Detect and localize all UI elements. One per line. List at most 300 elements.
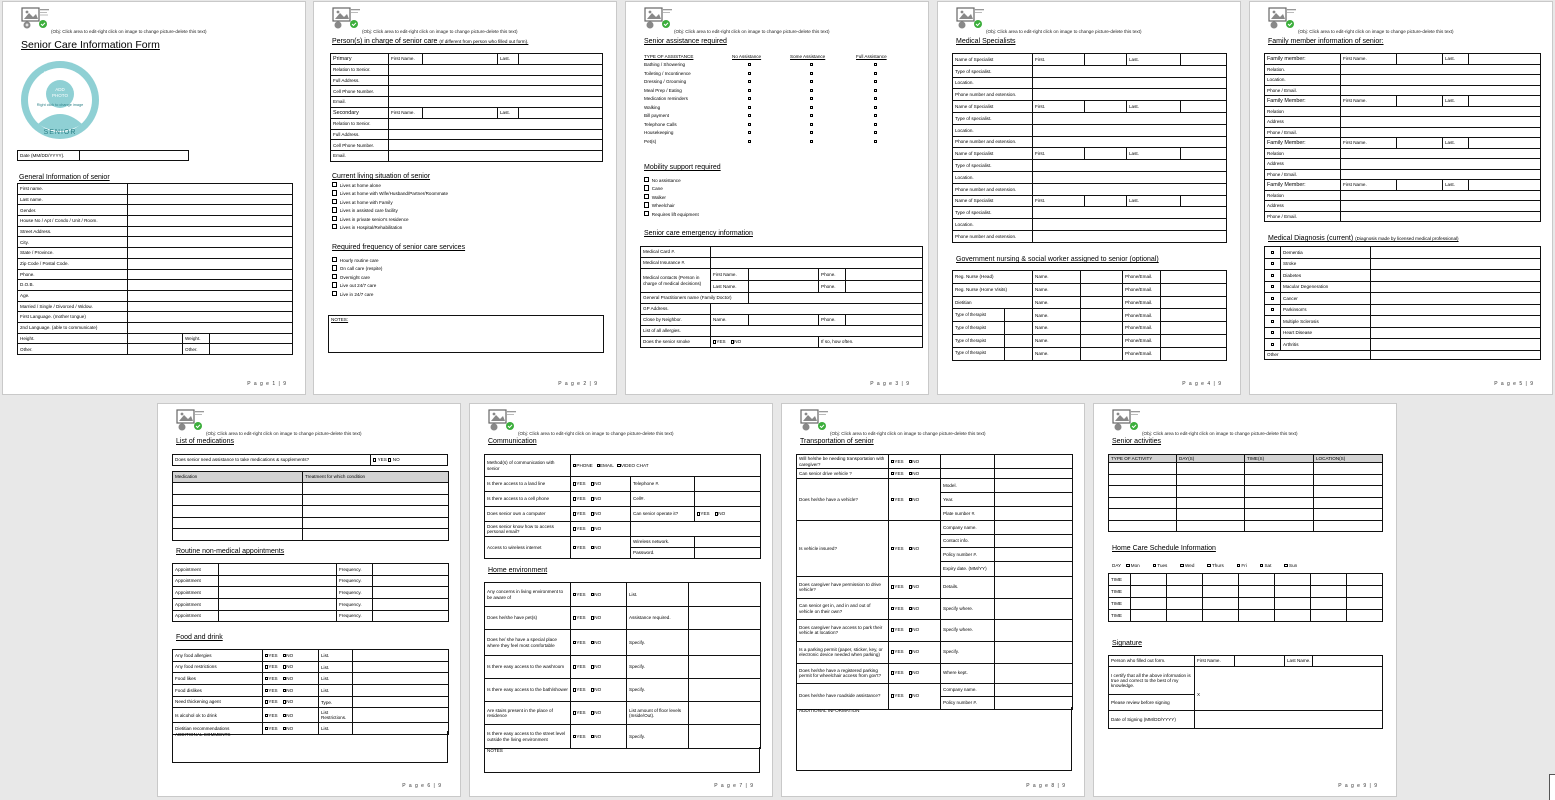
input-cell[interactable] — [1314, 520, 1383, 532]
input-cell[interactable] — [1347, 574, 1383, 586]
diagnosis-checkbox-cell[interactable] — [1265, 304, 1281, 316]
input-cell[interactable] — [1033, 77, 1227, 89]
input-cell[interactable] — [1131, 574, 1167, 586]
input-cell[interactable] — [571, 656, 627, 679]
checkbox[interactable] — [1260, 564, 1263, 567]
assistance-checkbox[interactable] — [874, 80, 877, 83]
input-cell[interactable] — [389, 75, 603, 86]
assistance-checkbox[interactable] — [810, 140, 813, 143]
image-placeholder-icon[interactable] — [956, 7, 984, 29]
yes-no-options[interactable] — [263, 673, 319, 685]
living-option[interactable]: Lives in assisted care facility — [332, 207, 448, 215]
checkbox[interactable] — [388, 458, 391, 461]
input-cell[interactable] — [1203, 610, 1239, 622]
input-cell[interactable] — [1081, 296, 1123, 309]
input-cell[interactable] — [1085, 195, 1127, 207]
input-cell[interactable] — [1161, 296, 1227, 309]
input-cell[interactable] — [1109, 474, 1177, 486]
image-placeholder-icon[interactable] — [488, 409, 516, 431]
input-cell[interactable] — [1161, 347, 1227, 360]
diagnosis-checkbox-cell[interactable] — [1265, 316, 1281, 328]
image-placeholder-icon[interactable] — [332, 7, 360, 29]
diagnosis-checkbox-cell[interactable] — [1265, 281, 1281, 293]
input-cell[interactable] — [1341, 148, 1541, 159]
input-cell[interactable] — [210, 344, 293, 355]
input-cell[interactable] — [1177, 520, 1245, 532]
input-cell[interactable] — [1341, 75, 1541, 86]
assistance-checkbox[interactable] — [748, 131, 751, 134]
input-cell[interactable] — [389, 86, 603, 97]
input-cell[interactable] — [303, 483, 449, 495]
input-cell[interactable] — [1203, 586, 1239, 598]
input-cell[interactable] — [1397, 138, 1443, 149]
input-cell[interactable] — [353, 673, 449, 685]
image-placeholder-icon[interactable] — [21, 7, 49, 29]
assistance-checkbox[interactable] — [748, 114, 751, 117]
input-cell[interactable] — [1131, 598, 1167, 610]
input-cell[interactable] — [219, 575, 337, 587]
input-cell[interactable] — [689, 702, 761, 725]
input-cell[interactable] — [1203, 598, 1239, 610]
input-cell[interactable] — [995, 507, 1073, 521]
diagnosis-checkbox-cell[interactable] — [1265, 293, 1281, 305]
input-cell[interactable] — [889, 455, 941, 469]
input-cell[interactable] — [1314, 463, 1383, 475]
input-cell[interactable] — [1275, 610, 1311, 622]
input-cell[interactable] — [889, 683, 941, 709]
input-cell[interactable] — [519, 107, 603, 118]
input-cell[interactable] — [303, 506, 449, 518]
input-cell[interactable] — [1341, 169, 1541, 180]
input-cell[interactable] — [689, 679, 761, 702]
input-cell[interactable] — [1177, 497, 1245, 509]
checkbox[interactable] — [1271, 262, 1274, 265]
input-cell[interactable] — [128, 194, 293, 205]
assistance-checkbox[interactable] — [810, 63, 813, 66]
smoke-options[interactable] — [711, 337, 819, 348]
input-cell[interactable] — [1033, 219, 1227, 231]
assistance-checkbox[interactable] — [810, 80, 813, 83]
input-cell[interactable] — [1245, 474, 1314, 486]
input-cell[interactable] — [1397, 54, 1443, 65]
input-cell[interactable] — [1033, 124, 1227, 136]
input-cell[interactable] — [173, 483, 303, 495]
input-cell[interactable] — [1275, 586, 1311, 598]
input-cell[interactable] — [1109, 497, 1177, 509]
diagnosis-checkbox-cell[interactable] — [1265, 339, 1281, 351]
input-cell[interactable] — [373, 575, 449, 587]
input-cell[interactable] — [1314, 497, 1383, 509]
input-cell[interactable] — [423, 54, 498, 65]
input-cell[interactable] — [1469, 96, 1541, 107]
input-cell[interactable] — [1314, 486, 1383, 498]
input-cell[interactable] — [889, 598, 941, 619]
input-cell[interactable] — [1245, 520, 1314, 532]
input-cell[interactable] — [353, 661, 449, 673]
assistance-checkbox[interactable] — [874, 131, 877, 134]
input-cell[interactable] — [689, 630, 761, 656]
input-cell[interactable] — [353, 685, 449, 697]
assistance-checkbox[interactable] — [748, 89, 751, 92]
input-cell[interactable] — [373, 599, 449, 611]
input-cell[interactable] — [389, 129, 603, 140]
input-cell[interactable] — [303, 529, 449, 541]
checkbox[interactable] — [1271, 308, 1274, 311]
input-cell[interactable] — [1161, 322, 1227, 335]
input-cell[interactable] — [1371, 247, 1541, 259]
assistance-checkbox[interactable] — [874, 63, 877, 66]
input-cell[interactable] — [1085, 101, 1127, 113]
input-cell[interactable] — [1033, 65, 1227, 77]
input-cell[interactable] — [995, 479, 1073, 493]
input-cell[interactable] — [695, 477, 761, 492]
assistance-checkbox[interactable] — [810, 89, 813, 92]
assistance-checkbox[interactable] — [748, 63, 751, 66]
input-cell[interactable] — [1181, 101, 1227, 113]
input-cell[interactable] — [1341, 117, 1541, 128]
assistance-checkbox[interactable] — [810, 114, 813, 117]
assistance-checkbox[interactable] — [748, 140, 751, 143]
input-cell[interactable] — [995, 548, 1073, 562]
input-cell[interactable] — [711, 304, 923, 315]
input-cell[interactable] — [889, 663, 941, 683]
input-cell[interactable] — [1341, 211, 1541, 222]
mobility-option[interactable]: No assistance — [644, 177, 699, 185]
input-cell[interactable] — [689, 583, 761, 607]
input-cell[interactable] — [1239, 586, 1275, 598]
input-cell[interactable] — [1347, 586, 1383, 598]
input-cell[interactable] — [1371, 281, 1541, 293]
input-cell[interactable] — [571, 477, 631, 492]
input-cell[interactable] — [128, 312, 293, 323]
image-placeholder-icon[interactable] — [176, 409, 204, 431]
yes-no-options[interactable] — [263, 696, 319, 708]
input-cell[interactable] — [128, 333, 183, 344]
frequency-option[interactable]: Live in 24/7 care — [332, 291, 382, 299]
input-cell[interactable] — [1235, 656, 1285, 667]
input-cell[interactable] — [128, 269, 293, 280]
input-cell[interactable] — [1341, 85, 1541, 96]
input-cell[interactable] — [711, 247, 923, 258]
living-option[interactable]: Lives in Hospital/Rehabilitation — [332, 224, 448, 232]
input-cell[interactable] — [571, 607, 627, 630]
checkbox[interactable] — [1237, 564, 1240, 567]
input-cell[interactable] — [1469, 54, 1541, 65]
input-cell[interactable] — [889, 469, 941, 479]
input-cell[interactable] — [631, 522, 761, 537]
input-cell[interactable] — [995, 534, 1073, 548]
input-cell[interactable] — [373, 587, 449, 599]
assistance-checkbox[interactable] — [748, 123, 751, 126]
input-cell[interactable] — [128, 290, 293, 301]
input-cell[interactable] — [128, 322, 293, 333]
input-cell[interactable] — [1311, 586, 1347, 598]
assistance-checkbox[interactable] — [874, 97, 877, 100]
input-cell[interactable] — [1167, 610, 1203, 622]
mobility-option[interactable]: Requires lift equipment — [644, 211, 699, 219]
input-cell[interactable] — [995, 493, 1073, 507]
input-cell[interactable] — [1131, 610, 1167, 622]
input-cell[interactable] — [689, 656, 761, 679]
method-options[interactable] — [571, 455, 761, 477]
input-cell[interactable] — [1311, 574, 1347, 586]
input-cell[interactable] — [889, 619, 941, 641]
checkbox[interactable] — [1271, 251, 1274, 254]
notes-box[interactable] — [484, 747, 760, 773]
input-cell[interactable] — [1397, 180, 1443, 191]
input-cell[interactable] — [1371, 339, 1541, 351]
diagnosis-checkbox-cell[interactable] — [1265, 327, 1281, 339]
frequency-option[interactable]: Overnight care — [332, 274, 382, 282]
frequency-option[interactable]: Hourly routine care — [332, 257, 382, 265]
input-cell[interactable] — [1371, 350, 1541, 359]
input-cell[interactable] — [1341, 190, 1541, 201]
input-cell[interactable] — [173, 506, 303, 518]
input-cell[interactable] — [1161, 271, 1227, 284]
input-cell[interactable] — [1005, 347, 1033, 360]
input-cell[interactable] — [1341, 159, 1541, 170]
input-cell[interactable] — [846, 269, 923, 281]
input-cell[interactable] — [1177, 509, 1245, 521]
frequency-option[interactable]: Live out 24/7 care — [332, 282, 382, 290]
input-cell[interactable] — [1469, 180, 1541, 191]
input-cell[interactable] — [219, 610, 337, 622]
input-cell[interactable] — [1033, 183, 1227, 195]
input-cell[interactable] — [1314, 474, 1383, 486]
notes-box[interactable] — [328, 315, 604, 353]
checkbox[interactable] — [1271, 331, 1274, 334]
input-cell[interactable] — [1181, 54, 1227, 66]
input-cell[interactable] — [1177, 463, 1245, 475]
input-cell[interactable] — [1081, 322, 1123, 335]
input-cell[interactable] — [995, 663, 1073, 683]
checkbox[interactable] — [1180, 564, 1183, 567]
input-cell[interactable] — [889, 521, 941, 577]
input-cell[interactable] — [1371, 316, 1541, 328]
assistance-checkbox[interactable] — [810, 106, 813, 109]
input-cell[interactable] — [423, 107, 498, 118]
input-cell[interactable] — [303, 494, 449, 506]
living-option[interactable]: Lives at home with Family — [332, 199, 448, 207]
input-cell[interactable] — [1085, 54, 1127, 66]
input-cell[interactable] — [1109, 463, 1177, 475]
input-cell[interactable] — [1005, 322, 1033, 335]
assistance-checkbox[interactable] — [810, 131, 813, 134]
living-option[interactable]: Lives at home alone — [332, 182, 448, 190]
input-cell[interactable] — [1245, 486, 1314, 498]
input-cell[interactable] — [571, 679, 627, 702]
input-cell[interactable] — [389, 118, 603, 129]
input-cell[interactable] — [128, 237, 293, 248]
input-cell[interactable] — [1311, 610, 1347, 622]
input-cell[interactable] — [995, 576, 1073, 598]
assistance-checkbox[interactable] — [874, 123, 877, 126]
input-cell[interactable] — [173, 529, 303, 541]
input-cell[interactable] — [353, 650, 449, 662]
checkbox[interactable] — [1153, 564, 1156, 567]
input-cell[interactable] — [219, 599, 337, 611]
input-cell[interactable] — [1195, 667, 1383, 711]
input-cell[interactable] — [1033, 112, 1227, 124]
mobility-option[interactable]: Cane — [644, 185, 699, 193]
input-cell[interactable] — [1033, 89, 1227, 101]
checkbox[interactable] — [1284, 564, 1287, 567]
diagnosis-checkbox-cell[interactable] — [1265, 258, 1281, 270]
input-cell[interactable] — [1311, 598, 1347, 610]
input-cell[interactable] — [749, 293, 923, 304]
date-input[interactable] — [80, 151, 189, 161]
input-cell[interactable] — [389, 64, 603, 75]
additional-info-box[interactable] — [796, 707, 1072, 771]
yes-no-options[interactable] — [263, 650, 319, 662]
checkbox[interactable] — [1271, 320, 1274, 323]
input-cell[interactable] — [1161, 283, 1227, 296]
input-cell[interactable] — [571, 725, 627, 749]
input-cell[interactable] — [571, 630, 627, 656]
input-cell[interactable] — [219, 564, 337, 576]
input-cell[interactable] — [1161, 309, 1227, 322]
diagnosis-checkbox-cell[interactable] — [1265, 247, 1281, 259]
input-cell[interactable] — [1239, 598, 1275, 610]
input-cell[interactable] — [1397, 96, 1443, 107]
image-placeholder-icon[interactable] — [1112, 409, 1140, 431]
input-cell[interactable] — [1341, 127, 1541, 138]
input-cell[interactable] — [128, 248, 293, 259]
input-cell[interactable] — [689, 607, 761, 630]
input-cell[interactable] — [1275, 574, 1311, 586]
input-cell[interactable] — [353, 708, 449, 723]
input-cell[interactable] — [995, 455, 1073, 469]
input-cell[interactable] — [695, 537, 761, 548]
input-cell[interactable] — [389, 140, 603, 151]
input-cell[interactable] — [1203, 574, 1239, 586]
input-cell[interactable] — [1085, 148, 1127, 160]
input-cell[interactable] — [1341, 64, 1541, 75]
input-cell[interactable] — [1167, 574, 1203, 586]
input-cell[interactable] — [173, 494, 303, 506]
comments-box[interactable] — [172, 731, 448, 763]
input-cell[interactable] — [695, 548, 761, 559]
input-cell[interactable] — [1371, 304, 1541, 316]
diagnosis-checkbox-cell[interactable] — [1265, 270, 1281, 282]
assistance-checkbox[interactable] — [874, 140, 877, 143]
input-cell[interactable] — [1081, 271, 1123, 284]
input-cell[interactable] — [1371, 270, 1541, 282]
input-cell[interactable] — [519, 54, 603, 65]
living-option[interactable]: Lives at home with Wife/Husband/Partner/Roommate — [332, 190, 448, 198]
assistance-checkbox[interactable] — [874, 72, 877, 75]
input-cell[interactable] — [1033, 171, 1227, 183]
input-cell[interactable] — [1005, 309, 1033, 322]
checkbox[interactable] — [1207, 564, 1210, 567]
input-cell[interactable] — [749, 315, 819, 326]
input-cell[interactable] — [303, 517, 449, 529]
input-cell[interactable] — [1314, 509, 1383, 521]
input-cell[interactable] — [1081, 309, 1123, 322]
input-cell[interactable] — [373, 610, 449, 622]
input-cell[interactable] — [1005, 334, 1033, 347]
input-cell[interactable] — [1033, 207, 1227, 219]
checkbox[interactable] — [1271, 297, 1274, 300]
input-cell[interactable] — [1181, 148, 1227, 160]
assistance-checkbox[interactable] — [874, 89, 877, 92]
input-cell[interactable] — [1371, 327, 1541, 339]
input-cell[interactable] — [1347, 598, 1383, 610]
assistance-checkbox[interactable] — [810, 72, 813, 75]
input-cell[interactable] — [389, 151, 603, 162]
image-placeholder-icon[interactable] — [800, 409, 828, 431]
input-cell[interactable] — [1245, 509, 1314, 521]
input-cell[interactable] — [1275, 598, 1311, 610]
input-cell[interactable] — [1195, 711, 1383, 729]
input-cell[interactable] — [941, 469, 995, 479]
input-cell[interactable] — [689, 725, 761, 749]
input-cell[interactable] — [695, 507, 761, 522]
input-cell[interactable] — [1245, 497, 1314, 509]
input-cell[interactable] — [1167, 586, 1203, 598]
input-cell[interactable] — [389, 97, 603, 108]
input-cell[interactable] — [995, 469, 1073, 479]
input-cell[interactable] — [846, 315, 923, 326]
input-cell[interactable] — [995, 561, 1073, 576]
input-cell[interactable] — [1033, 230, 1227, 242]
input-cell[interactable] — [995, 521, 1073, 535]
input-cell[interactable] — [1177, 474, 1245, 486]
assistance-checkbox[interactable] — [748, 72, 751, 75]
input-cell[interactable] — [1131, 586, 1167, 598]
input-cell[interactable] — [749, 281, 819, 293]
input-cell[interactable] — [1033, 160, 1227, 172]
frequency-option[interactable]: On call care (respite) — [332, 265, 382, 273]
input-cell[interactable] — [1109, 486, 1177, 498]
input-cell[interactable] — [571, 583, 627, 607]
living-option[interactable]: Lives in private senior's residence — [332, 216, 448, 224]
input-cell[interactable] — [846, 281, 923, 293]
input-cell[interactable] — [571, 537, 631, 559]
assistance-checkbox[interactable] — [748, 97, 751, 100]
input-cell[interactable] — [1081, 283, 1123, 296]
input-cell[interactable] — [889, 641, 941, 663]
input-cell[interactable] — [1109, 509, 1177, 521]
input-cell[interactable] — [353, 696, 449, 708]
yes-no-options[interactable] — [263, 708, 319, 723]
input-cell[interactable] — [571, 492, 631, 507]
input-cell[interactable] — [210, 333, 293, 344]
input-cell[interactable] — [1177, 486, 1245, 498]
assistance-checkbox[interactable] — [874, 106, 877, 109]
input-cell[interactable] — [571, 522, 631, 537]
input-cell[interactable] — [128, 258, 293, 269]
input-cell[interactable] — [1033, 136, 1227, 148]
input-cell[interactable] — [128, 226, 293, 237]
input-cell[interactable] — [1109, 520, 1177, 532]
checkbox[interactable] — [1271, 285, 1274, 288]
input-cell[interactable] — [1469, 138, 1541, 149]
input-cell[interactable] — [1347, 610, 1383, 622]
input-cell[interactable] — [1161, 334, 1227, 347]
checkbox[interactable] — [1126, 564, 1129, 567]
assistance-checkbox[interactable] — [748, 80, 751, 83]
checkbox[interactable] — [1271, 274, 1274, 277]
input-cell[interactable] — [128, 216, 293, 227]
assistance-checkbox[interactable] — [810, 97, 813, 100]
input-cell[interactable] — [1167, 598, 1203, 610]
input-cell[interactable] — [1341, 106, 1541, 117]
med-assist-options[interactable] — [371, 455, 448, 466]
assistance-checkbox[interactable] — [810, 123, 813, 126]
input-cell[interactable] — [173, 517, 303, 529]
input-cell[interactable] — [1181, 195, 1227, 207]
